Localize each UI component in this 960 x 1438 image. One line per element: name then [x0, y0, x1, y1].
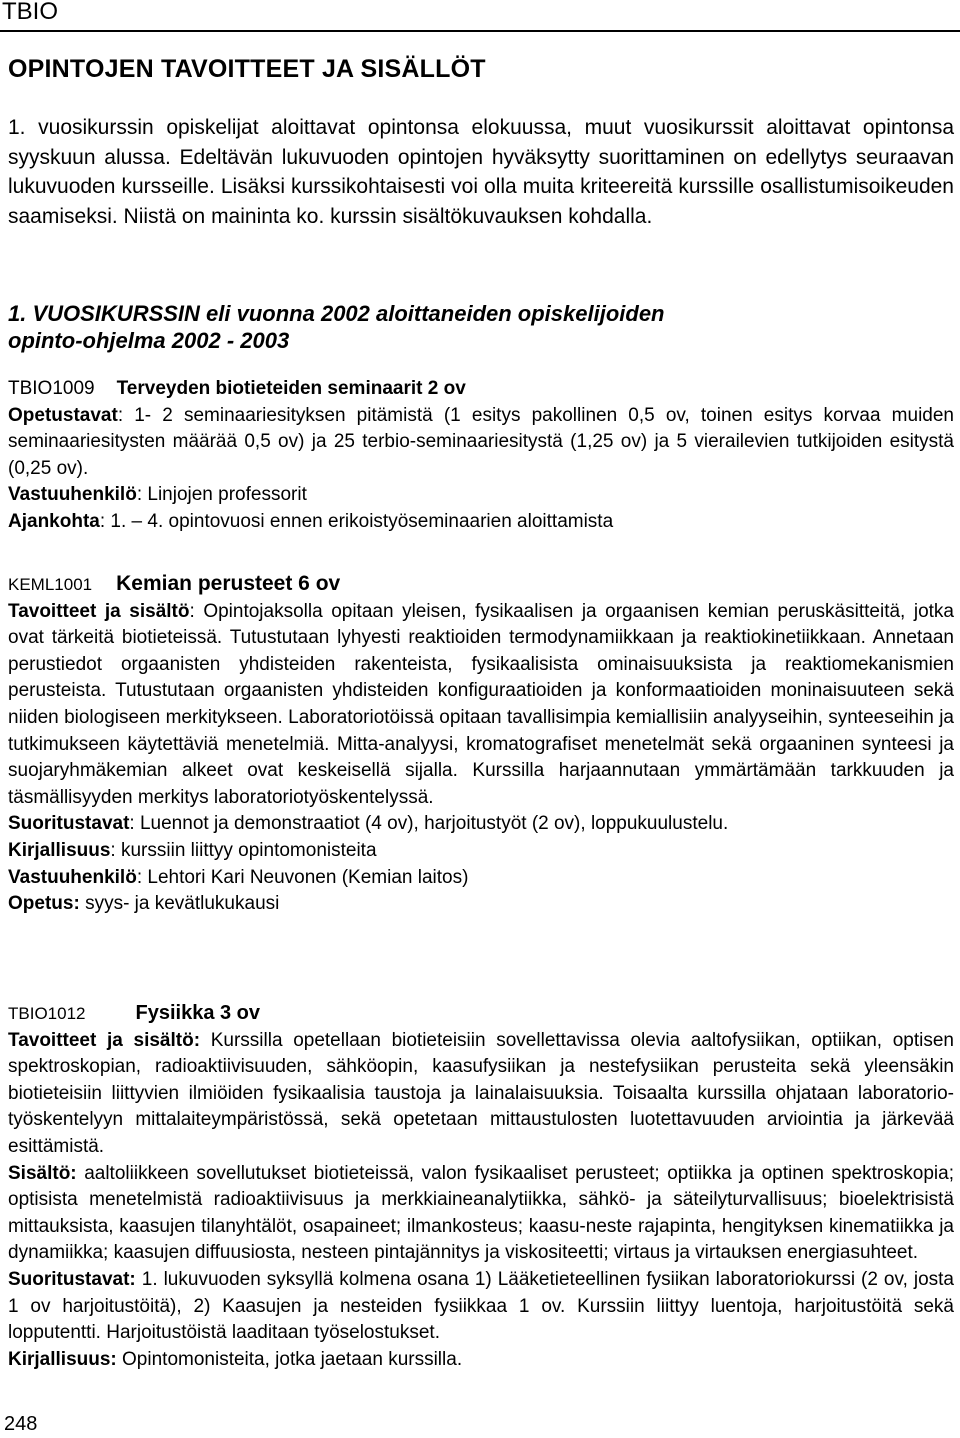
field-text: Kurssilla opetellaan biotieteisiin sovellettavissa olevia aaltofysiikan, optiikan, optisen spektroskopian, radioaktiivisuuden, sähköopin, kaasufysiikan ja nestefysiikan perusteita sekä yleensäkin biotieteisiin liittyvien ilmiöiden fysikaalisia taustoja ja lainalaisuuksia. Toisaalta kurssilla ohjataan laboratorio-työskentelyyn mittalaiteympäristössä, sekä opetetaan mittaustulosten luotettavuuden arviointia ja järkevää esittämistä.	[8, 1029, 954, 1157]
field-label: Suoritustavat	[8, 813, 130, 835]
field-label: Kirjallisuus:	[8, 1348, 117, 1370]
field-label: Sisältö:	[8, 1162, 77, 1184]
course-code: TBIO1009	[8, 378, 95, 399]
course-code: KEML1001	[8, 575, 93, 594]
course-tbio1009	[8, 376, 954, 536]
field-text: aaltoliikkeen sovellutukset biotieteissä, valon fysikaaliset perusteet; optiikka ja optinen spektroskopia; optisista menetelmistä radioaktiivisuus ja merkkiaineanalytiikka, sähkö- ja säteilyturvallisuus; bioelektrisistä mittauksista, kaasujen tilanyhtälöt, osapaineet; ilmankosteus; kaasu-neste rajapinta, hengityksen kinematiikka ja dynamiikka; kaasujen diffuusiosta, nesteen pintajännitys ja viskositeetti; virtaus ja virtauksen energiasuhteet.	[8, 1162, 954, 1264]
header-code: TBIO	[2, 0, 59, 25]
field-label: Suoritustavat:	[8, 1268, 136, 1290]
field-responsible-person: Vastuuhenkilö: Lehtori Kari Neuvonen (Kemian laitos)	[8, 866, 469, 888]
course-code: TBIO1012	[8, 1004, 86, 1023]
page-number: 248	[4, 1413, 38, 1435]
study-plan-heading-line1: 1. VUOSIKURSSIN eli vuonna 2002 aloittaneiden opiskelijoiden	[8, 301, 665, 326]
field-label: Tavoitteet ja sisältö:	[8, 1029, 201, 1051]
field-responsible-person: Vastuuhenkilö: Linjojen professorit	[8, 484, 307, 506]
page-header	[0, 0, 960, 32]
course-heading	[8, 376, 954, 403]
field-text: Opintomonisteita, jotka jaetaan kurssilla.	[122, 1348, 463, 1370]
field-label: Vastuuhenkilö	[8, 866, 137, 888]
course-name: Kemian perusteet 6 ov	[116, 572, 341, 595]
field-text: 1. – 4. opintovuosi ennen erikoistyöseminaarien aloittamista	[110, 510, 614, 532]
course-heading	[8, 1000, 954, 1028]
field-label: Vastuuhenkilö	[8, 484, 137, 506]
intro-paragraph: 1. vuosikurssin opiskelijat aloittavat opintonsa elokuussa, muut vuosikurssit aloittavat opintonsa syyskuun alussa. Edeltävän lukuvuoden opintojen hyväksytty suorittaminen on edellytys seuraavan lukuvuoden kursseille. Lisäksi kurssikohtaisesti voi olla muita kriteereitä kurssille osallistumisoikeuden saamiseksi. Niistä on maininta ko. kurssin sisältökuvauksen kohdalla.	[8, 116, 954, 228]
field-label: Ajankohta	[8, 510, 100, 532]
field-teaching-methods: Opetustavat: 1- 2 seminaariesityksen pitämistä (1 esitys pakollinen 0,5 ov, toinen esitys korvaa muiden seminaariesitysten määrää 0,5 ov) ja 25 terbio-seminaariesitystä (1,25 ov) ja 5 vierailevien tutkijoiden esitystä (0,25 ov).	[8, 404, 954, 479]
field-text: Lehtori Kari Neuvonen (Kemian laitos)	[147, 866, 469, 888]
course-name: Terveyden biotieteiden seminaarit 2 ov	[116, 378, 466, 399]
course-heading	[8, 571, 954, 599]
page-title: OPINTOJEN TAVOITTEET JA SISÄLLÖT	[8, 55, 486, 83]
study-plan-heading	[8, 300, 954, 354]
field-completion-methods	[8, 1267, 954, 1347]
field-text: 1- 2 seminaariesityksen pitämistä (1 esitys pakollinen 0,5 ov, toinen esitys korvaa muiden seminaariesitysten määrää 0,5 ov) ja 25 terbio-seminaariesitystä (1,25 ov) ja 5 vierailevien tutkijoiden esitystä (0,25 ov).	[8, 404, 954, 479]
field-label: Kirjallisuus	[8, 839, 111, 861]
field-objectives-content	[8, 1028, 954, 1161]
field-literature	[8, 1347, 954, 1374]
field-teaching	[8, 891, 954, 918]
field-text: 1. lukuvuoden syksyllä kolmena osana 1) Lääketieteellinen fysiikan laboratoriokurssi (2 ov, josta 1 ov harjoitustöitä), 2) Kaasujen ja nesteiden fysiikkaa 1 ov. Kurssiin liittyy luentoja, harjoitustöitä sekä lopputentti. Harjoitustöistä laaditaan työselostukset.	[8, 1268, 954, 1344]
field-timing: Ajankohta: 1. – 4. opintovuosi ennen erikoistyöseminaarien aloittamista	[8, 510, 614, 532]
field-text: kurssiin liittyy opintomonisteita	[120, 839, 377, 861]
course-tbio1012	[8, 1000, 954, 1373]
field-literature: Kirjallisuus: kurssiin liittyy opintomonisteita	[8, 839, 377, 861]
course-keml1001	[8, 571, 954, 918]
field-objectives-content: Tavoitteet ja sisältö: Opintojaksolla opitaan yleisen, fysikaalisen ja orgaanisen kemian peruskäsitteitä, jotka ovat tärkeitä biotieteissä. Tutustutaan lyhyesti reaktioiden termodynamiikkaan ja reaktiokinetiikkaan. Annetaan perustiedot orgaanisten yhdisteiden rakenteista, fysikaalisista ominaisuuksista ja reaktiomekanismien perusteista. Tutustutaan orgaanisten yhdisteiden konfiguraatioiden ja konformaatioiden moninaisuuteen sekä niiden biologiseen merkitykseen. Laboratoriotöissä opitaan tavallisimpia kemiallisiin analyyseihin, synteeseihin ja tutkimukseen käytettäviä menetelmiä. Mitta-analyysi, kromatografiset menetelmät sekä orgaaninen synteesi ja suojaryhmäkemian alkeet ovat keskeisellä sijalla. Kurssilla harjaannutaan ymmärtämään tarkkuuden ja täsmällisyyden merkitys laboratoriotyöskentelyssä.	[8, 600, 954, 808]
study-plan-heading-line2: opinto-ohjelma 2002 - 2003	[8, 328, 290, 353]
field-content	[8, 1161, 954, 1267]
field-label: Tavoitteet ja sisältö	[8, 600, 190, 622]
field-completion-methods: Suoritustavat: Luennot ja demonstraatiot (4 ov), harjoitustyöt (2 ov), loppukuulustelu.	[8, 813, 729, 835]
field-text: Opintojaksolla opitaan yleisen, fysikaalisen ja orgaanisen kemian peruskäsitteitä, jotka ovat tärkeitä biotieteissä. Tutustutaan lyhyesti reaktioiden termodynamiikkaan ja reaktiokinetiikkaan. Annetaan perustiedot orgaanisten yhdisteiden rakenteista, fysikaalisista ominaisuuksista ja reaktiomekanismien perusteista. Tutustutaan orgaanisten yhdisteiden konfiguraatioiden ja konformaatioiden moninaisuuteen sekä niiden biologiseen merkitykseen. Laboratoriotöissä opitaan tavallisimpia kemiallisiin analyyseihin, synteeseihin ja tutkimukseen käytettäviä menetelmiä. Mitta-analyysi, kromatografiset menetelmät sekä orgaaninen synteesi ja suojaryhmäkemian alkeet ovat keskeisellä sijalla. Kurssilla harjaannutaan ymmärtämään tarkkuuden ja täsmällisyyden merkitys laboratoriotyöskentelyssä.	[8, 600, 954, 808]
field-label: Opetus:	[8, 893, 80, 915]
field-text: syys- ja kevätlukukausi	[85, 893, 280, 915]
field-label: Opetustavat	[8, 404, 118, 426]
field-text: Linjojen professorit	[147, 484, 307, 506]
field-text: Luennot ja demonstraatiot (4 ov), harjoitustyöt (2 ov), loppukuulustelu.	[139, 813, 729, 835]
course-name: Fysiikka 3 ov	[135, 1002, 261, 1024]
